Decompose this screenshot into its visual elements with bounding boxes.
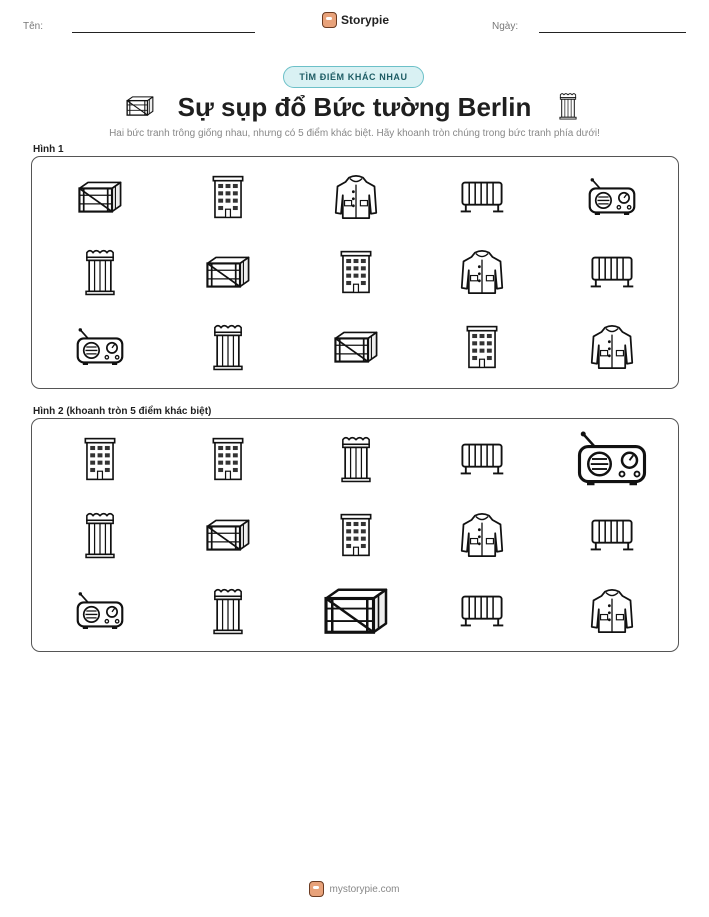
column-icon[interactable]: [84, 511, 116, 559]
crate-icon: [125, 95, 155, 122]
name-line[interactable]: [72, 32, 255, 33]
coat-icon[interactable]: [334, 174, 378, 220]
coat-icon[interactable]: [460, 249, 504, 295]
building-icon[interactable]: [465, 325, 499, 369]
brand-name: Storypie: [341, 13, 390, 27]
building-icon[interactable]: [339, 513, 373, 557]
radio-icon[interactable]: [76, 591, 124, 631]
coat-icon[interactable]: [460, 512, 504, 558]
figure2-label: Hình 2 (khoanh tròn 5 điểm khác biệt): [33, 406, 212, 417]
column-icon: [559, 92, 577, 125]
storypie-mascot-icon: [322, 12, 337, 28]
date-line[interactable]: [539, 32, 686, 33]
coat-icon[interactable]: [590, 324, 634, 370]
page-title: Sự sụp đổ Bức tường Berlin: [177, 92, 532, 122]
footer: [0, 881, 709, 897]
building-icon[interactable]: [211, 175, 245, 219]
crate-icon[interactable]: [76, 179, 124, 215]
figure1-panel: [31, 156, 679, 389]
building-icon[interactable]: [211, 437, 245, 481]
column-icon[interactable]: [84, 248, 116, 296]
date-label: Ngày:: [492, 21, 519, 32]
storypie-mascot-icon: [309, 881, 324, 897]
crate-icon[interactable]: [332, 329, 380, 365]
radio-icon[interactable]: [577, 430, 647, 488]
crate-icon[interactable]: [321, 585, 391, 637]
barrier-icon[interactable]: [459, 441, 505, 477]
footer-url[interactable]: mystorypie.com: [329, 883, 400, 895]
activity-badge: TÌM ĐIỂM KHÁC NHAU: [283, 66, 424, 88]
barrier-icon[interactable]: [589, 517, 635, 553]
storypie-logo: [322, 12, 389, 28]
coat-icon[interactable]: [590, 588, 634, 634]
column-icon[interactable]: [212, 587, 244, 635]
figure2-panel: [31, 418, 679, 652]
building-icon[interactable]: [339, 250, 373, 294]
barrier-icon[interactable]: [589, 254, 635, 290]
crate-icon[interactable]: [204, 254, 252, 290]
figure1-label: Hình 1: [33, 144, 64, 155]
column-icon[interactable]: [340, 435, 372, 483]
column-icon[interactable]: [212, 323, 244, 371]
instructions: Hai bức tranh trông giống nhau, nhưng có 5 điểm khác biệt. Hãy khoanh tròn chúng trong bức tranh phía dưới!: [109, 128, 600, 139]
radio-icon[interactable]: [76, 327, 124, 367]
radio-icon[interactable]: [588, 177, 636, 217]
building-icon[interactable]: [83, 437, 117, 481]
crate-icon[interactable]: [204, 517, 252, 553]
barrier-icon[interactable]: [459, 179, 505, 215]
name-label: Tên:: [23, 21, 44, 32]
barrier-icon[interactable]: [459, 593, 505, 629]
